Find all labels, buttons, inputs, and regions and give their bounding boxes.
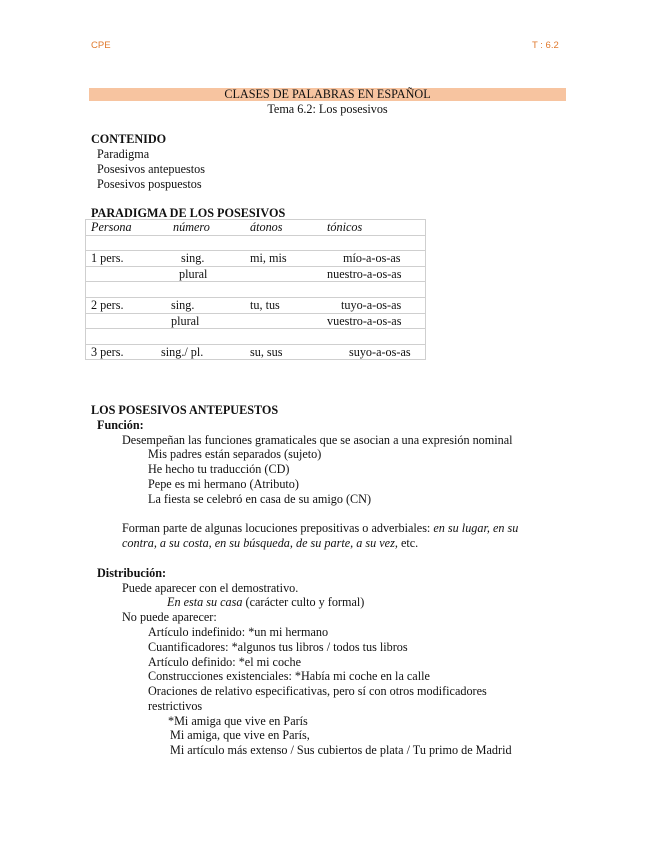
table-cell: 1 pers. [86,251,154,267]
funcion-label: Función: [97,418,144,432]
table-cell: vuestro-a-os-as [327,313,426,329]
funcion-example: Pepe es mi hermano (Atributo) [148,477,299,491]
table-row [86,251,426,267]
table-cell: tu, tus [250,297,327,313]
table-cell: 2 pers. [86,297,154,313]
page-subtitle: Tema 6.2: Los posesivos [267,102,388,116]
funcion-intro: Desempeñan las funciones gramaticales que se asocian a una expresión nominal [122,433,513,447]
locuciones-line-1 [122,521,518,536]
header-left: CPE [91,40,111,51]
contenido-item: Posesivos antepuestos [97,162,205,176]
contenido-item: Paradigma [97,147,150,161]
locuciones-example: en su lugar, en su [433,521,519,535]
contenido-item: Posesivos pospuestos [97,177,202,191]
column-header: tónicos [327,220,363,235]
table-cell: plural [153,266,250,282]
table-cell: su, sus [250,344,327,360]
no-puede-item: Artículo definido: *el mi coche [148,655,301,669]
table-cell: suyo-a-os-as [327,344,426,360]
table-cell: sing. [153,297,250,313]
table-row [86,329,426,345]
table-cell [86,313,154,329]
locuciones-etc: etc. [400,536,419,550]
table-row [86,282,426,298]
table-cell: sing. [153,251,250,267]
table-row [86,344,426,360]
locuciones-text: Forman parte de algunas locuciones prepositivas o adverbiales: [122,521,431,535]
locuciones-example: contra, a su costa, en su búsqueda, de su parte, a su vez, [122,536,398,550]
no-puede-item: restrictivos [148,699,203,713]
contenido-heading: CONTENIDO [91,132,167,146]
table-cell: sing./ pl. [153,344,250,360]
table-cell: plural [153,313,250,329]
column-header: Persona [91,220,132,235]
column-header: número [173,220,210,235]
puede-example-rest: (carácter culto y formal) [242,595,365,609]
table-cell [250,313,327,329]
paradigma-heading: PARADIGMA DE LOS POSESIVOS [91,206,286,220]
table-cell [250,266,327,282]
no-puede-item: Construcciones existenciales: *Había mi coche en la calle [148,669,430,683]
funcion-example: He hecho tu traducción (CD) [148,462,290,476]
table-header-row [86,220,426,236]
no-puede-item: Artículo indefinido: *un mi hermano [148,625,329,639]
no-puede-item: Cuantificadores: *algunos tus libros / todos tus libros [148,640,408,654]
relativo-example: Mi artículo más extenso / Sus cubiertos de plata / Tu primo de Madrid [170,743,512,757]
puede-example [167,595,364,610]
paradigma-table [85,219,426,360]
no-puede-text: No puede aparecer: [122,610,217,624]
relativo-example: *Mi amiga que vive en París [168,714,308,728]
table-cell: mi, mis [250,251,327,267]
distribucion-label: Distribución: [97,566,167,580]
table-cell: mío-a-os-as [327,251,426,267]
relativo-example: Mi amiga, que vive en París, [170,728,310,742]
antepuestos-heading: LOS POSESIVOS ANTEPUESTOS [91,403,279,417]
column-header: átonos [250,220,283,235]
table-row [86,297,426,313]
no-puede-item: Oraciones de relativo especificativas, pero sí con otros modificadores [148,684,487,698]
table-cell: 3 pers. [86,344,154,360]
page-title: CLASES DE PALABRAS EN ESPAÑOL [224,87,431,101]
table-row [86,313,426,329]
header-right: T : 6.2 [532,40,559,51]
puede-text: Puede aparecer con el demostrativo. [122,581,299,595]
funcion-example: La fiesta se celebró en casa de su amigo (CN) [148,492,372,506]
table-cell [86,266,154,282]
table-row [86,235,426,251]
funcion-example: Mis padres están separados (sujeto) [148,447,322,461]
puede-example-italic: En esta su casa [167,595,243,609]
locuciones-line-2 [122,536,418,551]
table-cell: tuyo-a-os-as [327,297,426,313]
table-row [86,266,426,282]
table-cell: nuestro-a-os-as [327,266,426,282]
